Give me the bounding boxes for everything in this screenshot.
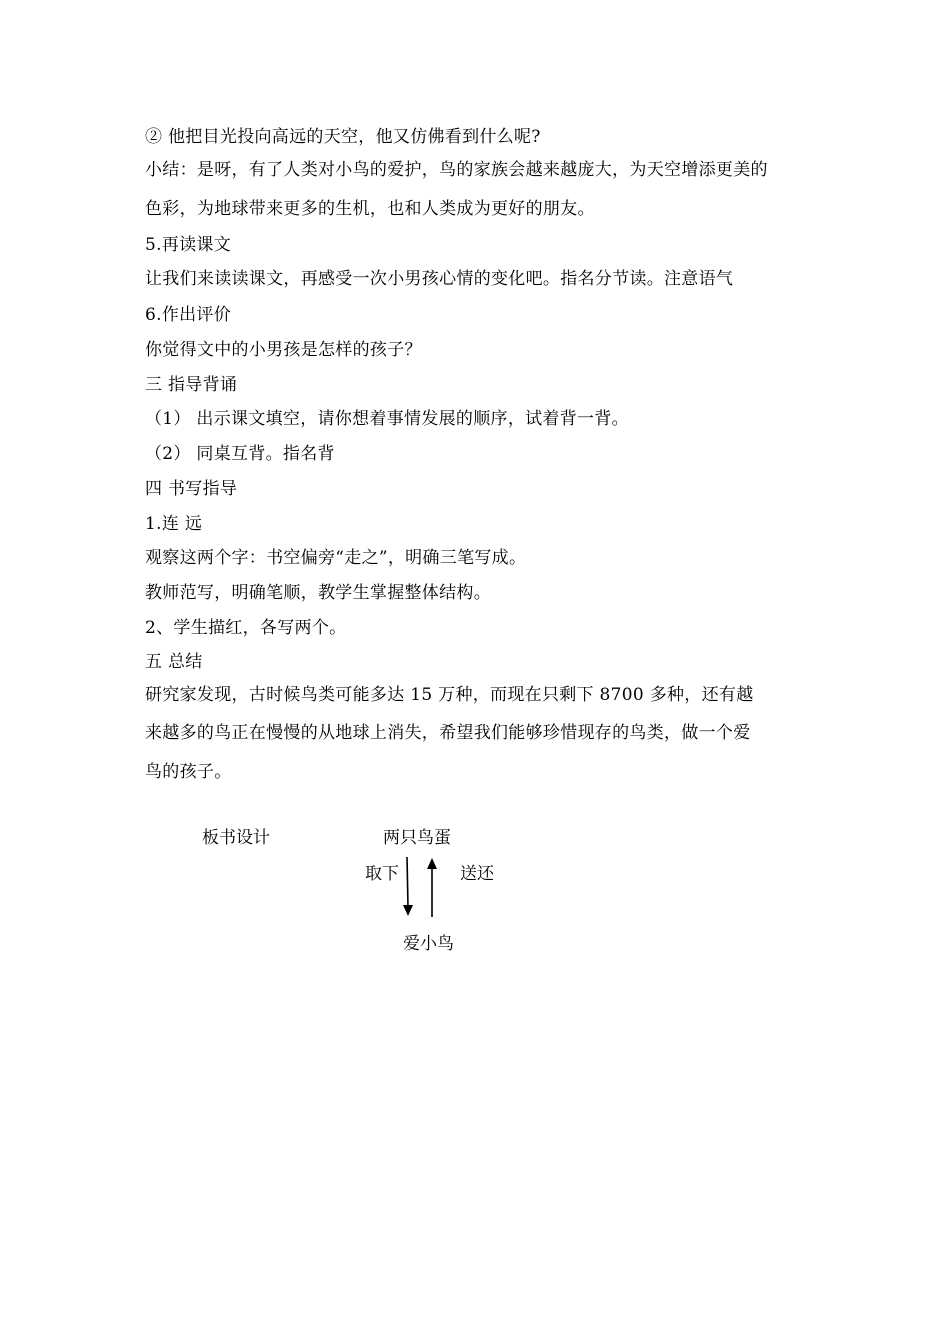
text-line: 鸟的孩子。 (145, 762, 232, 782)
down-arrow-icon (403, 857, 413, 916)
text-line: 你觉得文中的小男孩是怎样的孩子？ (145, 340, 422, 360)
up-arrow-icon (427, 858, 437, 917)
text-line: 1.连 远 (145, 514, 203, 534)
text-line: 小结：是呀，有了人类对小鸟的爱护，鸟的家族会越来越庞大，为天空增添更美的 (145, 160, 768, 180)
text-line: 来越多的鸟正在慢慢的从地球上消失，希望我们能够珍惜现存的鸟类，做一个爱 (145, 723, 751, 743)
text-line: 教师范写，明确笔顺，教学生掌握整体结构。 (145, 583, 491, 603)
text-line: （1） 出示课文填空，请你想着事情发展的顺序，试着背一背。 (145, 409, 629, 429)
section-heading: 四 书写指导 (145, 479, 238, 499)
text-line: 2、学生描红，各写两个。 (145, 618, 347, 638)
text-line: 让我们来读读课文，再感受一次小男孩心情的变化吧。指名分节读。注意语气 (145, 269, 734, 289)
text-line: 观察这两个字：书空偏旁“走之”，明确三笔写成。 (145, 548, 527, 568)
board-right-label: 送还 (460, 864, 494, 884)
section-heading: 5.再读课文 (145, 235, 232, 255)
section-heading: 6.作出评价 (145, 305, 232, 325)
board-arrows (395, 855, 445, 925)
text-line: （2） 同桌互背。指名背 (145, 444, 335, 464)
board-top-label: 两只鸟蛋 (383, 828, 451, 848)
text-line: 色彩，为地球带来更多的生机，也和人类成为更好的朋友。 (145, 199, 595, 219)
board-left-label: 取下 (365, 864, 399, 884)
board-design-title: 板书设计 (202, 828, 270, 848)
section-heading: 五 总结 (145, 652, 203, 672)
board-bottom-label: 爱小鸟 (403, 934, 454, 954)
section-heading: 三 指导背诵 (145, 375, 238, 395)
text-line: 研究家发现，古时候鸟类可能多达 15 万种，而现在只剩下 8700 多种，还有越 (145, 685, 754, 705)
text-line: ② 他把目光投向高远的天空，他又仿佛看到什么呢? (145, 127, 541, 147)
